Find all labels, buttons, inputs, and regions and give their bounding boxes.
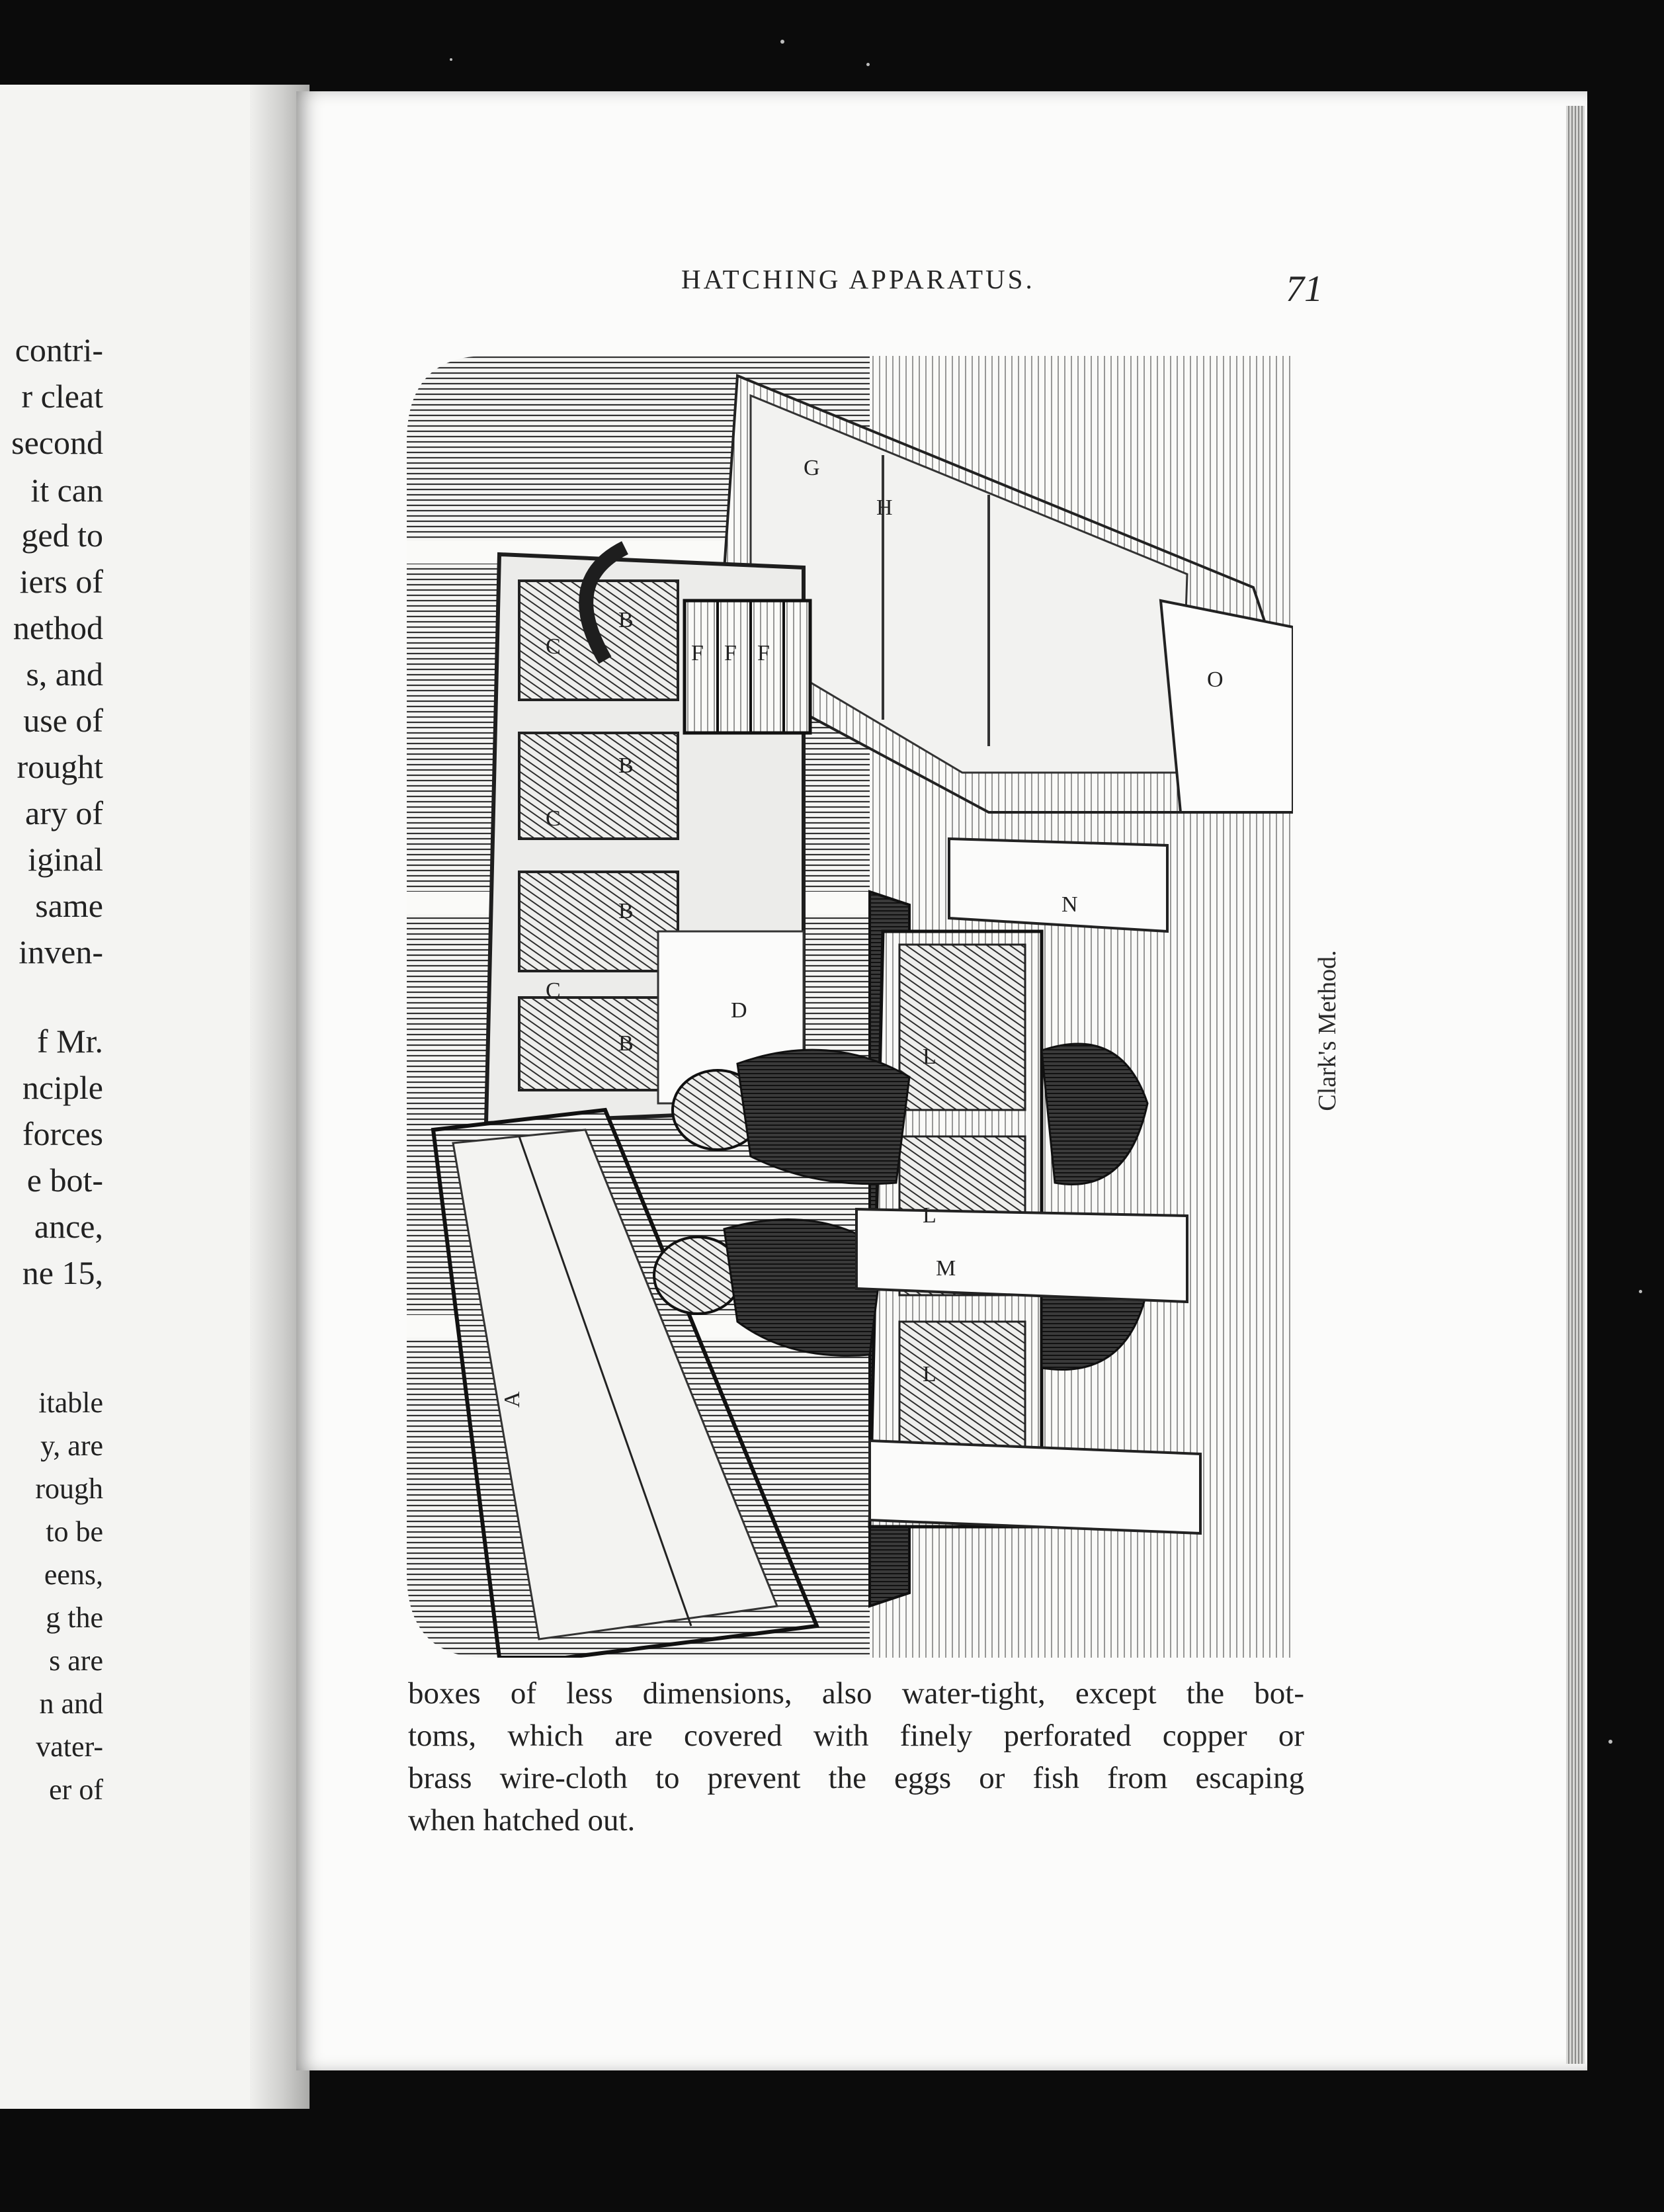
- left-page-line: y, are: [40, 1429, 103, 1462]
- figure-label-m: M: [936, 1256, 956, 1281]
- figure-label-l: L: [923, 1203, 936, 1228]
- left-page-line: inven-: [19, 933, 103, 970]
- scan-speck: [1608, 1740, 1612, 1744]
- figure-label-f: F: [757, 641, 770, 665]
- left-page-line: eens,: [44, 1558, 103, 1591]
- figure-label-d: D: [731, 998, 747, 1023]
- left-page-line: use of: [23, 702, 103, 739]
- scan-speck: [780, 40, 784, 44]
- left-page-line: second: [11, 424, 103, 461]
- floor-board: [870, 1441, 1200, 1533]
- left-page-line: n and: [39, 1687, 103, 1720]
- figure-caption: [1312, 931, 1343, 1130]
- left-page-line: itable: [38, 1386, 103, 1419]
- hatching-apparatus-engraving: [407, 349, 1293, 1658]
- left-facing-page: [0, 85, 278, 2109]
- floor-board: [856, 1209, 1187, 1302]
- left-page-line: contri-: [15, 331, 103, 368]
- figure-label-c: C: [546, 978, 561, 1003]
- body-line: when hatched out.: [408, 1803, 636, 1838]
- figure-label-b: B: [618, 608, 634, 632]
- figure-caption-text: Clark's Method.: [1313, 950, 1341, 1111]
- figure-label-l: L: [923, 1362, 936, 1386]
- figure-label-b: B: [618, 1031, 634, 1056]
- left-page-line: nethod: [13, 609, 103, 646]
- figure-label-f: F: [724, 641, 737, 665]
- left-page-line: same: [35, 887, 103, 924]
- left-page-line: forces: [22, 1115, 103, 1152]
- left-page-line: s, and: [26, 656, 103, 693]
- left-page-line: to be: [46, 1515, 103, 1548]
- figure-label-o: O: [1207, 667, 1224, 692]
- left-page-line: ne 15,: [22, 1254, 103, 1291]
- left-page-line: s are: [49, 1644, 103, 1677]
- left-page-line: rough: [35, 1472, 103, 1505]
- left-page-line: r cleat: [21, 378, 103, 415]
- figure-label-g: G: [804, 456, 820, 480]
- left-page-line: ary of: [25, 794, 103, 831]
- figure-label-b: B: [618, 899, 634, 923]
- scan-speck: [450, 58, 452, 61]
- left-page-line: ged to: [21, 517, 103, 554]
- figure-label-f: F: [691, 641, 704, 665]
- body-line: boxes of less dimensions, also water-tight, except the bot-: [408, 1676, 1304, 1711]
- left-page-line: e bot-: [26, 1162, 103, 1199]
- left-page-line: ance,: [34, 1208, 103, 1245]
- left-page-line: nciple: [22, 1069, 103, 1106]
- left-page-line: g the: [46, 1601, 103, 1634]
- body-line: toms, which are covered with finely perforated copper or: [408, 1719, 1304, 1753]
- body-paragraph: [408, 1672, 1304, 1842]
- shelf-n: [949, 839, 1167, 931]
- body-line: brass wire-cloth to prevent the eggs or fish from escaping: [408, 1761, 1304, 1795]
- figure-label-c: C: [546, 806, 561, 831]
- left-page-line: iginal: [28, 841, 103, 878]
- figure-label-a: A: [500, 1391, 524, 1408]
- figure-label-n: N: [1061, 892, 1078, 917]
- figure-label-h: H: [876, 495, 893, 520]
- left-page-line: f Mr.: [37, 1023, 103, 1060]
- page-number: 71: [1286, 269, 1323, 310]
- page-edge: [1566, 106, 1585, 2064]
- figure-label-l: L: [923, 1044, 936, 1069]
- left-page-line: vater-: [36, 1730, 103, 1763]
- running-head: HATCHING APPARATUS.: [681, 264, 1035, 294]
- egg-trays-f: [685, 601, 810, 733]
- figure-label-b: B: [618, 753, 634, 778]
- figure-label-c: C: [546, 634, 561, 659]
- left-page-text: [0, 85, 106, 2109]
- scan-speck: [1639, 1290, 1642, 1293]
- left-page-line: iers of: [19, 563, 103, 600]
- left-page-line: it can: [30, 472, 103, 509]
- left-page-line: er of: [49, 1773, 103, 1806]
- scan-speck: [866, 63, 870, 66]
- left-page-line: rought: [17, 748, 103, 785]
